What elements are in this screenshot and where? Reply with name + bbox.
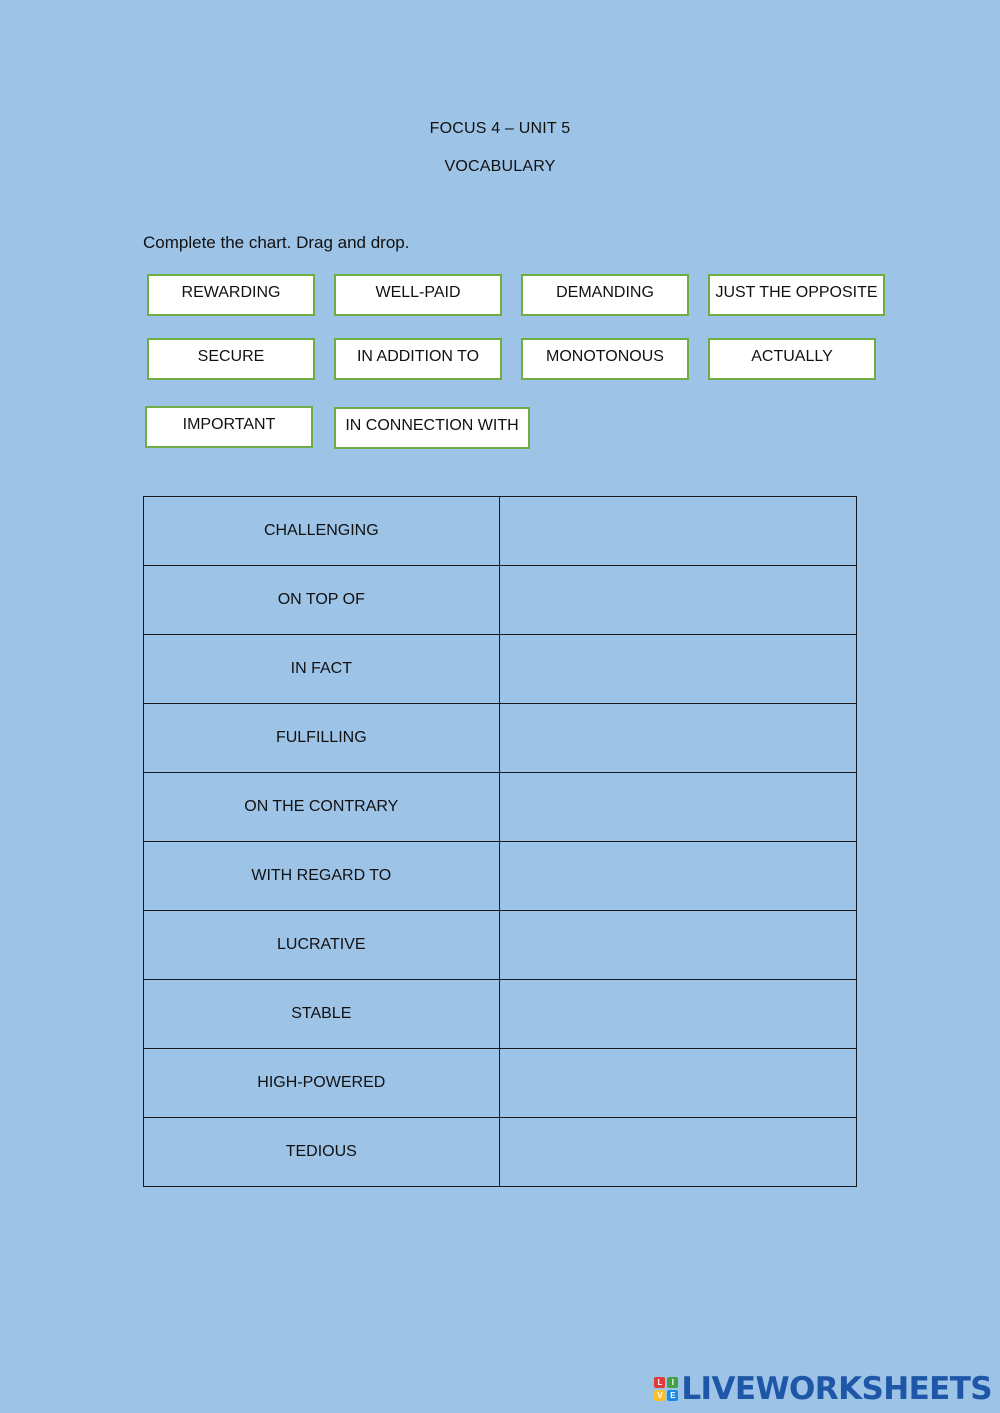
chart-word-cell: LUCRATIVE [144,911,500,980]
chart-word-cell: CHALLENGING [144,497,500,566]
drop-target-cell[interactable] [499,980,856,1049]
draggable-word-secure[interactable]: SECURE [147,338,315,380]
page-subtitle: VOCABULARY [444,158,556,175]
vocabulary-chart [143,496,857,1187]
draggable-word-monotonous[interactable]: MONOTONOUS [521,338,689,380]
draggable-word-in-addition-to[interactable]: IN ADDITION TO [334,338,502,380]
table-row [144,980,857,1049]
chart-word-cell: STABLE [144,980,500,1049]
chart-word-cell: ON TOP OF [144,566,500,635]
chart-word-cell: IN FACT [144,635,500,704]
logo-mark-tile: V [654,1390,665,1401]
table-row [144,911,857,980]
table-row [144,635,857,704]
drop-target-cell[interactable] [499,1049,856,1118]
table-row [144,842,857,911]
drop-target-cell[interactable] [499,704,856,773]
liveworksheets-logo [654,1371,992,1407]
drop-target-cell[interactable] [499,635,856,704]
logo-mark-tile: L [654,1377,665,1388]
drop-target-cell[interactable] [499,566,856,635]
table-row [144,497,857,566]
liveworksheets-logo-icon [654,1377,678,1401]
draggable-word-just-the-opposite[interactable]: JUST THE OPPOSITE [708,274,885,316]
table-row [144,773,857,842]
draggable-word-important[interactable]: IMPORTANT [145,406,313,448]
draggable-word-in-connection-with[interactable]: IN CONNECTION WITH [334,407,530,449]
table-row [144,1049,857,1118]
draggable-word-well-paid[interactable]: WELL-PAID [334,274,502,316]
instructions-text: Complete the chart. Drag and drop. [143,233,410,252]
table-row [144,1118,857,1187]
chart-word-cell: FULFILLING [144,704,500,773]
drop-target-cell[interactable] [499,773,856,842]
logo-mark-tile: I [667,1377,678,1388]
chart-word-cell: ON THE CONTRARY [144,773,500,842]
chart-word-cell: HIGH-POWERED [144,1049,500,1118]
drop-target-cell[interactable] [499,1118,856,1187]
page-title: FOCUS 4 – UNIT 5 [429,120,571,137]
table-row [144,704,857,773]
logo-mark-tile: E [667,1390,678,1401]
draggable-word-demanding[interactable]: DEMANDING [521,274,689,316]
table-row [144,566,857,635]
drop-target-cell[interactable] [499,911,856,980]
draggable-word-rewarding[interactable]: REWARDING [147,274,315,316]
chart-word-cell: TEDIOUS [144,1118,500,1187]
logo-text: LIVEWORKSHEETS [681,1371,992,1407]
drop-target-cell[interactable] [499,842,856,911]
draggable-word-actually[interactable]: ACTUALLY [708,338,876,380]
drop-target-cell[interactable] [499,497,856,566]
chart-word-cell: WITH REGARD TO [144,842,500,911]
